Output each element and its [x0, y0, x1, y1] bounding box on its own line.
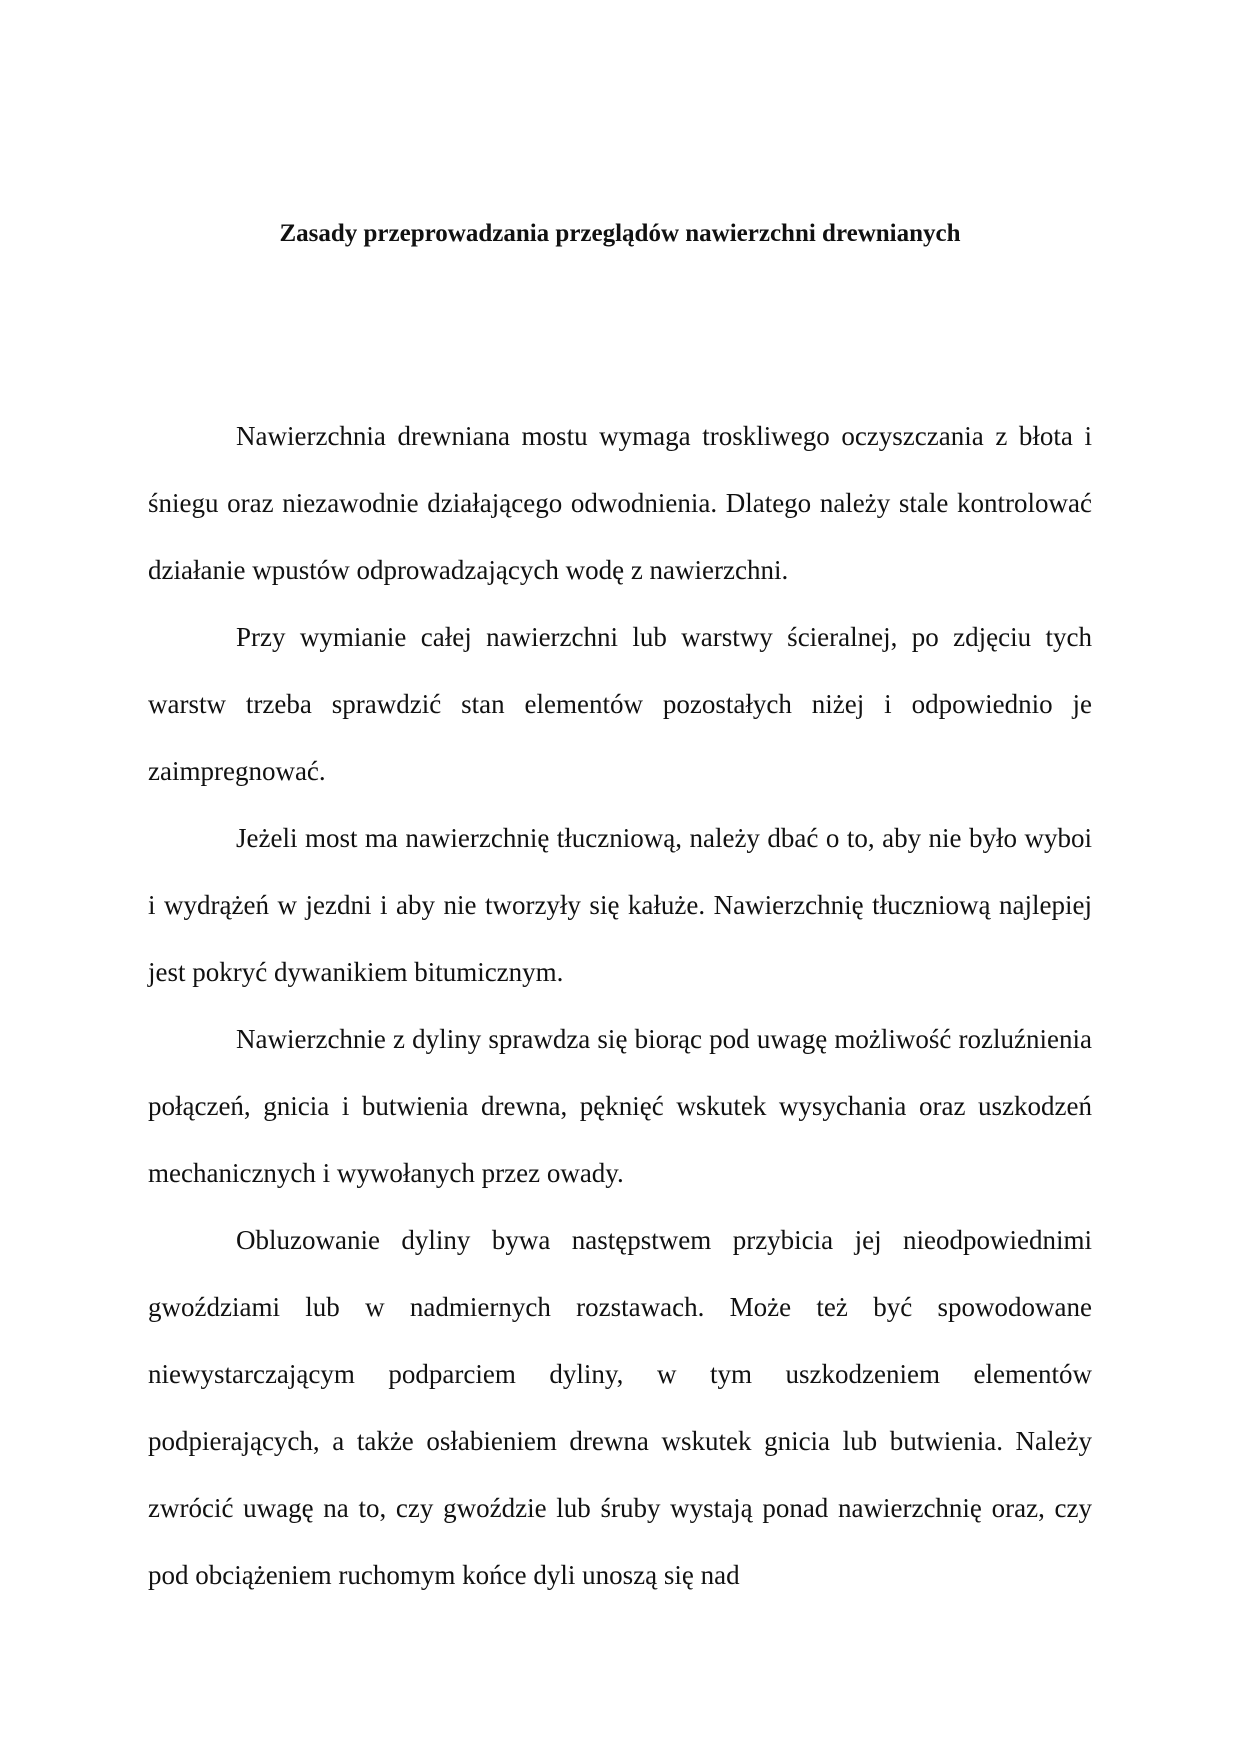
paragraph: Obluzowanie dyliny bywa następstwem przybicia jej nieodpowiednimi gwoździami lub w nadmiernych rozstawach. Może też być spowodowane niewystarczającym podparciem dyliny, w tym uszkodzeniem elementów podpierających, a także osłabieniem drewna wskutek gnicia lub butwienia. Należy zwrócić uwagę na to, czy gwoździe lub śruby wystają ponad nawierzchnię oraz, czy pod obciążeniem ruchomym końce dyli unoszą się nad: [148, 1225, 1092, 1590]
document-title: Zasady przeprowadzania przeglądów nawierzchni drewnianych: [279, 220, 961, 247]
paragraph: Przy wymianie całej nawierzchni lub warstwy ścieralnej, po zdjęciu tych warstw trzeba sprawdzić stan elementów pozostałych niżej i odpowiednio je zaimpregnować.: [148, 622, 1092, 786]
paragraph: Nawierzchnia drewniana mostu wymaga troskliwego oczyszczania z błota i śniegu oraz niezawodnie działającego odwodnienia. Dlatego należy stale kontrolować działanie wpustów odprowadzających wodę z nawierzchni.: [148, 421, 1092, 585]
paragraph: Jeżeli most ma nawierzchnię tłuczniową, należy dbać o to, aby nie było wyboi i wydrążeń w jezdni i aby nie tworzyły się kałuże. Nawierzchnię tłuczniową najlepiej jest pokryć dywanikiem bitumicznym.: [148, 823, 1092, 987]
paragraph: Nawierzchnie z dyliny sprawdza się biorąc pod uwagę możliwość rozluźnienia połączeń, gnicia i butwienia drewna, pęknięć wskutek wysychania oraz uszkodzeń mechanicznych i wywołanych przez owady.: [148, 1024, 1092, 1188]
document-body: [148, 403, 1092, 1609]
